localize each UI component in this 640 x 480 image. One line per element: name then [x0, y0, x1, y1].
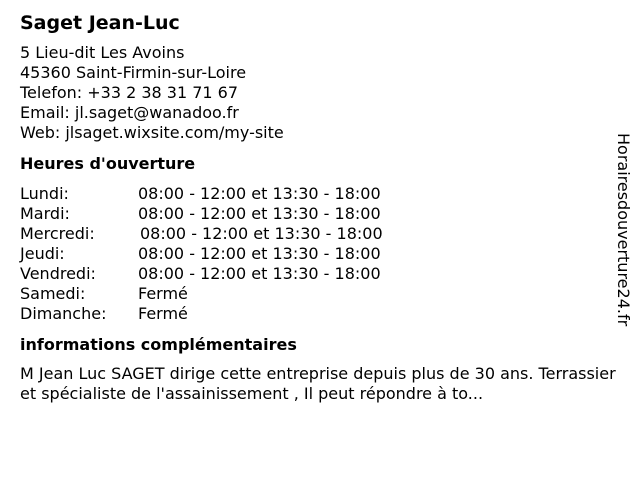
hours-day: Jeudi:	[20, 244, 65, 263]
hours-row	[20, 224, 600, 244]
hours-row	[20, 284, 600, 304]
hours-table	[20, 184, 600, 324]
hours-heading: Heures d'ouverture	[20, 154, 196, 173]
hours-row	[20, 184, 600, 204]
hours-day: Mercredi:	[20, 224, 95, 243]
business-name: Saget Jean-Luc	[20, 12, 180, 34]
phone-line: Telefon: +33 2 38 31 71 67	[20, 83, 239, 102]
hours-time: Fermé	[138, 304, 188, 323]
hours-row	[20, 304, 600, 324]
email-line	[20, 103, 600, 123]
hours-time: Fermé	[138, 284, 188, 303]
hours-day: Vendredi:	[20, 264, 96, 283]
hours-day: Samedi:	[20, 284, 86, 303]
hours-day: Mardi:	[20, 204, 70, 223]
hours-time: 08:00 - 12:00 et 13:30 - 18:00	[138, 184, 381, 203]
hours-time: 08:00 - 12:00 et 13:30 - 18:00	[138, 264, 381, 283]
web-line	[20, 123, 600, 143]
hours-row	[20, 244, 600, 264]
address-line-1: 5 Lieu-dit Les Avoins	[20, 43, 185, 62]
watermark-text: Horairesdouverture24.fr	[614, 133, 633, 327]
email-link[interactable]: jl.saget@wanadoo.fr	[74, 103, 239, 122]
hours-time: 08:00 - 12:00 et 13:30 - 18:00	[140, 224, 383, 243]
business-card	[20, 11, 616, 404]
hours-day: Dimanche:	[20, 304, 107, 323]
hours-row	[20, 264, 600, 284]
hours-row	[20, 204, 600, 224]
web-label: Web:	[20, 123, 66, 142]
hours-time: 08:00 - 12:00 et 13:30 - 18:00	[138, 244, 381, 263]
info-heading: informations complémentaires	[20, 335, 297, 354]
hours-day: Lundi:	[20, 184, 69, 203]
info-text: M Jean Luc SAGET dirige cette entreprise depuis plus de 30 ans. Terrassier et spécialiste de l'assainissement , Il peut répondre à to...	[20, 364, 616, 403]
hours-time: 08:00 - 12:00 et 13:30 - 18:00	[138, 204, 381, 223]
address-line-2: 45360 Saint-Firmin-sur-Loire	[20, 63, 247, 82]
web-link[interactable]: jlsaget.wixsite.com/my-site	[65, 123, 284, 142]
email-label: Email:	[20, 103, 75, 122]
